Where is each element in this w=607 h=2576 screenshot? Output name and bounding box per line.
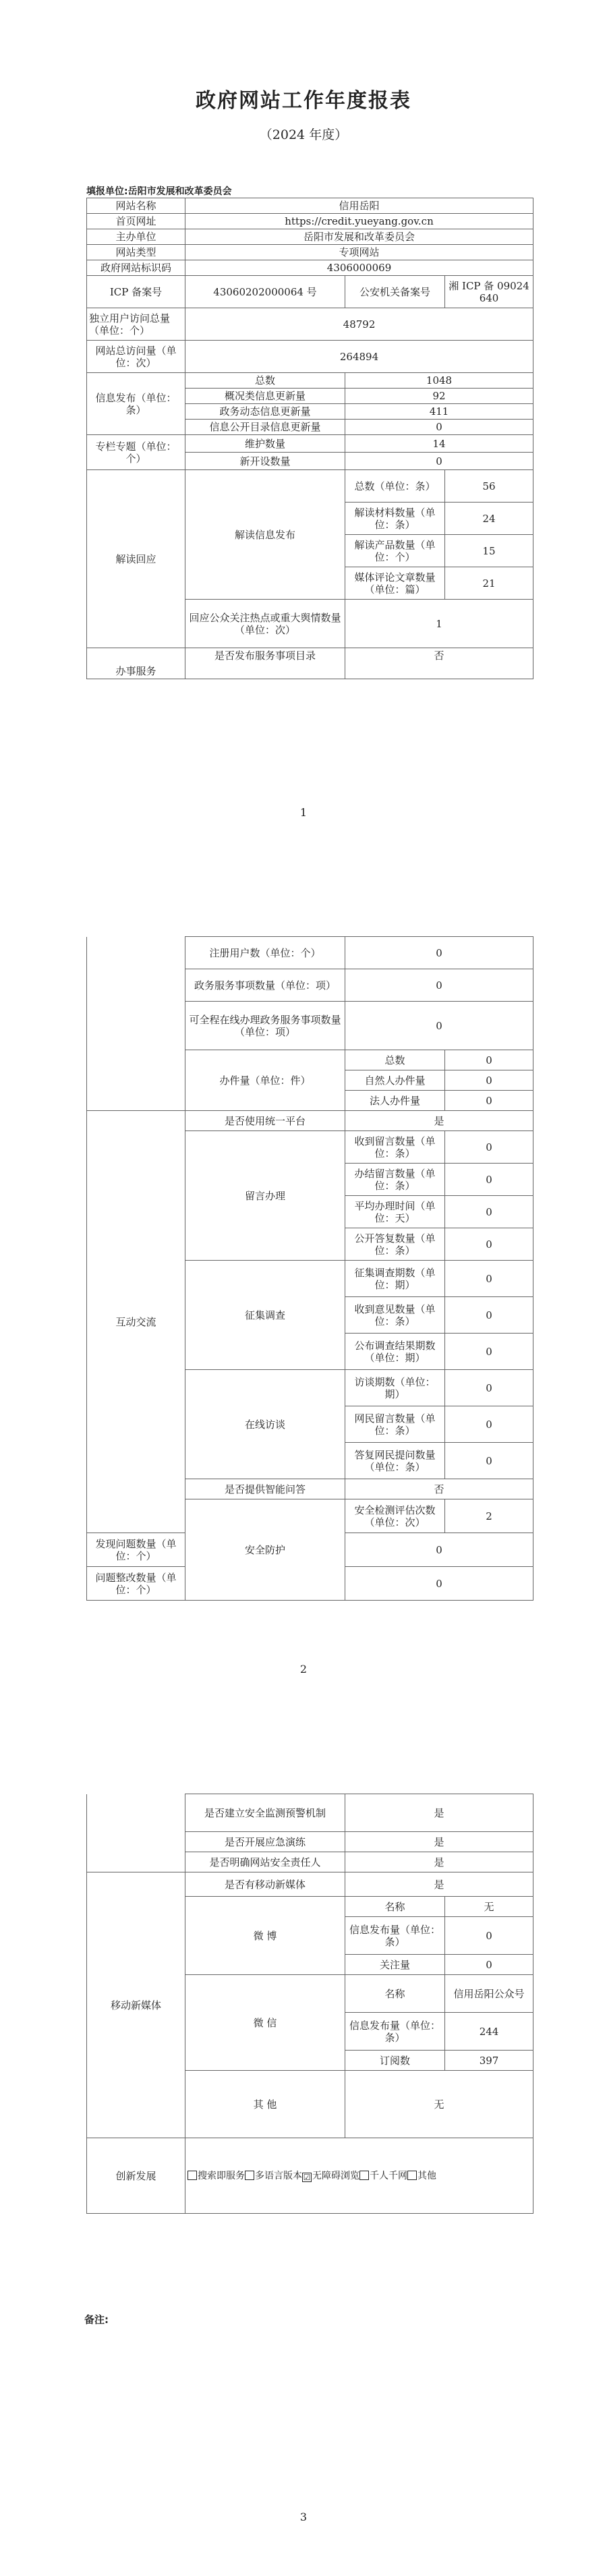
cell-value: https://credit.yueyang.gov.cn <box>185 214 533 229</box>
cell-value: 岳阳市发展和改革委员会 <box>185 229 533 245</box>
table-row <box>87 1872 533 1897</box>
subsection-label: 征集调查 <box>185 1261 345 1370</box>
cell-label: 媒体评论文章数量（单位：篇） <box>345 567 445 600</box>
cell-label: 概况类信息更新量 <box>185 389 345 404</box>
option-other[interactable]: 其他 <box>407 2171 436 2181</box>
cell-label: 收到留言数量（单位：条） <box>345 1131 445 1164</box>
cell-label: 名称 <box>345 1897 445 1917</box>
cell-value: 24 <box>445 503 533 535</box>
section-label: 解读回应 <box>87 470 185 648</box>
section-continued <box>87 937 185 1111</box>
cell-value: 信用岳阳 <box>185 198 533 214</box>
cell-label: 信息发布量（单位：条） <box>345 2013 445 2051</box>
cell-value: 0 <box>445 1955 533 1975</box>
subsection-label: 解读信息发布 <box>185 470 345 600</box>
cell-label: 维护数量 <box>185 435 345 453</box>
subsection-label: 在线访谈 <box>185 1370 345 1479</box>
cell-label: 是否提供智能问答 <box>185 1479 345 1499</box>
cell-label: 解读材料数量（单位：条） <box>345 503 445 535</box>
cell-value: 0 <box>445 1070 533 1091</box>
cell-value: 0 <box>445 1297 533 1334</box>
table-row <box>87 1794 533 1832</box>
cell-label: 总数（单位：条） <box>345 470 445 503</box>
cell-label: 网站总访问量（单位：次） <box>87 341 185 373</box>
cell-label: 关注量 <box>345 1955 445 1975</box>
subsection-label: 微 博 <box>185 1897 345 1975</box>
cell-value: 是 <box>345 1872 533 1897</box>
cell-label: 收到意见数量（单位：条） <box>345 1297 445 1334</box>
cell-value: 14 <box>345 435 533 453</box>
cell-value: 2 <box>445 1499 533 1533</box>
cell-label: 主办单位 <box>87 229 185 245</box>
cell-label: 注册用户数（单位：个） <box>185 937 345 969</box>
section-label: 办事服务 <box>87 648 185 679</box>
cell-value: 244 <box>445 2013 533 2051</box>
cell-value: 信用岳阳公众号 <box>445 1975 533 2013</box>
cell-label: 发现问题数量（单位：个） <box>87 1533 185 1567</box>
remark-label: 备注: <box>84 2314 109 2326</box>
cell-label: 是否建立安全监测预警机制 <box>185 1794 345 1832</box>
option-search-as-service[interactable]: 搜索即服务 <box>187 2171 245 2181</box>
cell-value: 0 <box>345 1002 533 1050</box>
cell-value: 0 <box>345 1567 533 1601</box>
cell-label: 是否开展应急演练 <box>185 1832 345 1852</box>
table-row <box>87 470 533 503</box>
page-number: 2 <box>299 1663 308 1676</box>
table-row <box>87 2138 533 2214</box>
cell-label: 网民留言数量（单位：条） <box>345 1406 445 1443</box>
cell-value: 无 <box>445 1897 533 1917</box>
section-label: 专栏专题（单位：个） <box>87 435 185 470</box>
cell-label: 公开答复数量（单位：条） <box>345 1228 445 1261</box>
checkbox[interactable] <box>187 2171 197 2180</box>
checkbox[interactable] <box>359 2171 369 2180</box>
report-table-page2 <box>86 936 533 1601</box>
cell-value: 0 <box>445 1196 533 1228</box>
checkbox-checked[interactable]: ☑ <box>303 2173 311 2182</box>
cell-value: 是 <box>345 1832 533 1852</box>
cell-value: 是 <box>345 1794 533 1832</box>
table-row <box>87 435 533 453</box>
cell-value: 无 <box>345 2071 533 2138</box>
cell-value: 否 <box>345 1479 533 1499</box>
cell-value: 0 <box>445 1131 533 1164</box>
cell-value: 56 <box>445 470 533 503</box>
option-multilanguage[interactable]: 多语言版本 <box>245 2171 302 2181</box>
option-personalized[interactable]: 千人千网 <box>359 2171 407 2181</box>
subsection-label: 微 信 <box>185 1975 345 2071</box>
table-row <box>87 1111 533 1131</box>
table-row <box>87 937 533 969</box>
section-label: 互动交流 <box>87 1111 185 1533</box>
cell-label: 信息发布量（单位：条） <box>345 1917 445 1955</box>
cell-label: 平均办理时间（单位：天） <box>345 1196 445 1228</box>
cell-label: 解读产品数量（单位：个） <box>345 535 445 567</box>
cell-label: 信息公开目录信息更新量 <box>185 420 345 435</box>
cell-label: 新开设数量 <box>185 453 345 470</box>
cell-value: 0 <box>445 1334 533 1370</box>
section-label: 信息发布（单位：条） <box>87 373 185 435</box>
cell-value: 是 <box>345 1111 533 1131</box>
cell-value: 0 <box>445 1091 533 1111</box>
cell-value: 0 <box>445 1443 533 1479</box>
cell-value: 0 <box>345 420 533 435</box>
table-row <box>87 260 533 276</box>
cell-value: 0 <box>345 1533 533 1567</box>
cell-value: 0 <box>445 1917 533 1955</box>
subsection-label: 留言办理 <box>185 1131 345 1261</box>
section-label: 移动新媒体 <box>87 1872 185 2138</box>
cell-label: 法人办件量 <box>345 1091 445 1111</box>
cell-label: 政务动态信息更新量 <box>185 404 345 420</box>
cell-label: 独立用户访问总量（单位：个） <box>87 308 185 341</box>
option-accessibility[interactable]: ☑ 无障碍浏览 <box>303 2171 359 2182</box>
cell-value: 92 <box>345 389 533 404</box>
cell-value: 0 <box>445 1261 533 1297</box>
table-row <box>87 198 533 214</box>
table-row <box>87 245 533 260</box>
cell-label: 可全程在线办理政务服务事项数量（单位：项） <box>185 1002 345 1050</box>
cell-value: 264894 <box>185 341 533 373</box>
cell-value: 43060202000064 号 <box>185 276 345 308</box>
checkbox[interactable] <box>245 2171 254 2180</box>
cell-value: 397 <box>445 2051 533 2071</box>
cell-label: 办结留言数量（单位：条） <box>345 1164 445 1196</box>
cell-value: 1048 <box>345 373 533 389</box>
cell-label: 总数 <box>345 1050 445 1070</box>
section-label: 安全防护 <box>185 1499 345 1601</box>
page-number: 3 <box>299 2511 308 2523</box>
cell-value: 0 <box>445 1228 533 1261</box>
table-row <box>87 308 533 341</box>
cell-value: 0 <box>445 1164 533 1196</box>
checkbox[interactable] <box>407 2171 417 2180</box>
cell-label: 是否发布服务事项目录 <box>185 648 345 679</box>
table-row <box>87 373 533 389</box>
cell-label: 首页网址 <box>87 214 185 229</box>
cell-value: 4306000069 <box>185 260 533 276</box>
cell-value: 0 <box>445 1050 533 1070</box>
cell-value: 0 <box>345 969 533 1002</box>
cell-value: 湘 ICP 备 09024640 <box>445 276 533 308</box>
cell-label: 公安机关备案号 <box>345 276 445 308</box>
table-row <box>87 276 533 308</box>
report-table-page3 <box>86 1794 533 2214</box>
cell-label: 名称 <box>345 1975 445 2013</box>
cell-value: 0 <box>345 937 533 969</box>
cell-label: 回应公众关注热点或重大舆情数量（单位：次） <box>185 600 345 648</box>
cell-value: 1 <box>345 600 533 648</box>
table-row <box>87 648 533 679</box>
innovation-options <box>185 2138 533 2214</box>
cell-label: 是否明确网站安全责任人 <box>185 1852 345 1872</box>
cell-value: 0 <box>445 1406 533 1443</box>
cell-value: 21 <box>445 567 533 600</box>
cell-label: 政府网站标识码 <box>87 260 185 276</box>
cell-value: 是 <box>345 1852 533 1872</box>
page-subtitle: （2024 年度） <box>259 127 348 142</box>
cell-label: 政务服务事项数量（单位：项） <box>185 969 345 1002</box>
cell-label: 总数 <box>185 373 345 389</box>
cell-value: 0 <box>445 1370 533 1406</box>
subsection-label: 其 他 <box>185 2071 345 2138</box>
table-row <box>87 214 533 229</box>
subsection-label: 办件量（单位：件） <box>185 1050 345 1111</box>
cell-label: 安全检测评估次数（单位：次） <box>345 1499 445 1533</box>
table-row <box>87 229 533 245</box>
cell-label: 征集调查期数（单位：期） <box>345 1261 445 1297</box>
page-number: 1 <box>299 806 308 819</box>
report-table-page1 <box>86 198 533 679</box>
cell-label: 公布调查结果期数（单位：期） <box>345 1334 445 1370</box>
cell-label: 是否使用统一平台 <box>185 1111 345 1131</box>
cell-label: 是否有移动新媒体 <box>185 1872 345 1897</box>
cell-label: ICP 备案号 <box>87 276 185 308</box>
section-label: 创新发展 <box>87 2138 185 2214</box>
page-title: 政府网站工作年度报表 <box>196 89 411 113</box>
reporter-unit: 填报单位:岳阳市发展和改革委员会 <box>86 186 232 197</box>
cell-value: 否 <box>345 648 533 679</box>
cell-label: 网站类型 <box>87 245 185 260</box>
cell-value: 0 <box>345 453 533 470</box>
cell-label: 订阅数 <box>345 2051 445 2071</box>
cell-value: 411 <box>345 404 533 420</box>
cell-label: 自然人办件量 <box>345 1070 445 1091</box>
cell-label: 网站名称 <box>87 198 185 214</box>
cell-value: 专项网站 <box>185 245 533 260</box>
cell-label: 答复网民提问数量（单位：条） <box>345 1443 445 1479</box>
cell-label: 访谈期数（单位：期） <box>345 1370 445 1406</box>
cell-value: 15 <box>445 535 533 567</box>
cell-value: 48792 <box>185 308 533 341</box>
cell-label: 问题整改数量（单位：个） <box>87 1567 185 1601</box>
table-row <box>87 341 533 373</box>
section-continued <box>87 1794 185 1872</box>
